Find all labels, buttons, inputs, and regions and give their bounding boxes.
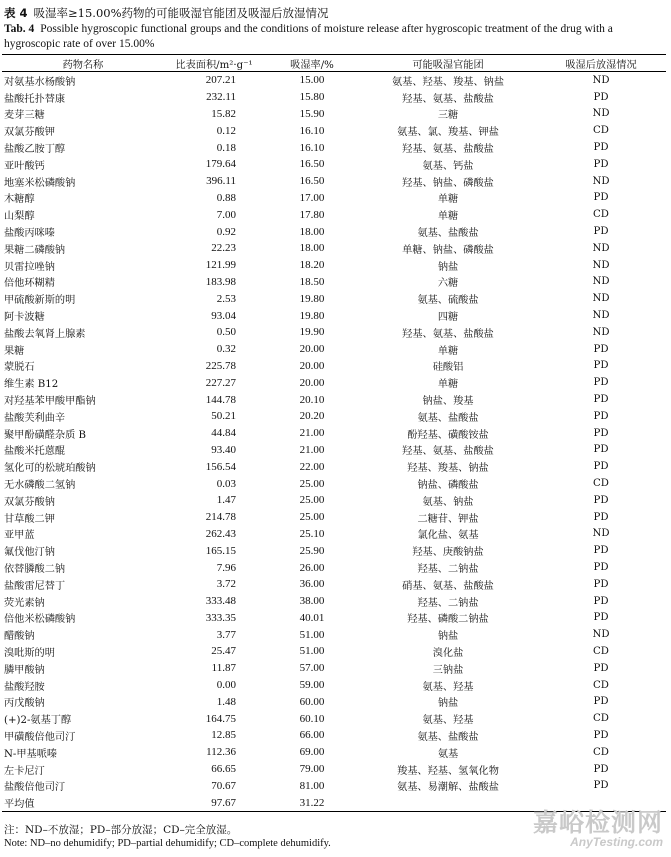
cell-surface-area: 227.27 [205,376,236,389]
cell-surface-area: 333.48 [205,595,236,608]
cell-surface-area: 50.21 [211,410,236,423]
cell-hygroscopic-rate: 69.00 [299,746,325,759]
cell-hygroscopic-rate: 26.00 [299,561,325,574]
cell-functional-groups: 氨基、钙盐 [422,160,474,172]
cell-dehumidify: ND [592,276,610,288]
cell-drug-name: 亚甲蓝 [4,530,35,542]
cell-functional-groups: 酚羟基、磺酸铵盐 [407,429,489,441]
cell-surface-area: 22.23 [211,242,236,255]
cell-drug-name: 维生素 B12 [4,379,59,391]
cell-dehumidify: ND [592,528,610,540]
cell-functional-groups: 六糖 [437,278,459,290]
cell-dehumidify: CD [593,746,609,758]
cell-surface-area: 0.03 [216,477,236,490]
table-row [2,777,666,794]
cell-surface-area: 0.88 [216,191,236,204]
cell-functional-groups: 氨基 [437,748,459,760]
cell-hygroscopic-rate: 15.00 [299,74,325,87]
cell-drug-name: 贝雷拉唑钠 [4,261,55,273]
cell-functional-groups [360,794,536,811]
cell-functional-groups: 钠盐 [437,261,459,273]
cell-functional-groups: 氨基、硫酸盐 [417,295,479,307]
cell-drug-name: 盐酸去氧肾上腺素 [4,328,86,340]
cell-functional-groups: 氨基、易潮解、盐酸盐 [397,782,499,794]
cell-functional-groups: 氨基、羟基 [422,681,474,693]
cell-hygroscopic-rate: 18.00 [299,242,325,255]
cell-hygroscopic-rate: 25.00 [299,511,325,524]
cell-surface-area: 207.21 [205,74,236,87]
table-row [2,223,666,240]
cell-hygroscopic-rate: 16.50 [299,175,325,188]
cell-hygroscopic-rate: 15.90 [299,107,325,120]
cell-functional-groups: 氨基、钠盐 [422,496,474,508]
cell-hygroscopic-rate: 17.00 [299,191,325,204]
cell-functional-groups: 单糖 [437,211,459,223]
cell-functional-groups: 单糖 [437,379,459,391]
cell-functional-groups: 氨基、羟基 [422,715,474,727]
cell-dehumidify: PD [593,226,609,238]
cell-dehumidify: CD [593,713,609,725]
cell-dehumidify: PD [593,91,609,103]
cell-functional-groups: 三糖 [437,110,459,122]
cell-drug-name: 平均值 [4,799,35,811]
table-row [2,442,666,459]
cell-dehumidify: PD [593,494,609,506]
cell-functional-groups: 硅酸铝 [432,362,464,374]
cell-surface-area: 225.78 [205,359,236,372]
cell-hygroscopic-rate: 20.00 [299,359,325,372]
cell-drug-name: 盐酸羟胺 [4,681,45,693]
cell-hygroscopic-rate: 25.00 [299,477,325,490]
cell-hygroscopic-rate: 51.00 [299,628,325,641]
caption-cn-text: 吸湿率≥15.00%药物的可能吸湿官能团及吸湿后放湿情况 [33,6,329,20]
cell-dehumidify: PD [593,662,609,674]
cell-dehumidify: PD [593,158,609,170]
cell-functional-groups: 羟基、氨基、盐酸盐 [402,328,494,340]
cell-dehumidify: PD [593,562,609,573]
cell-surface-area: 7.96 [216,561,236,574]
cell-functional-groups: 单糖、钠盐、磷酸盐 [402,244,494,256]
cell-drug-name: 氢化可的松琥珀酸钠 [4,463,96,475]
cell-dehumidify: PD [593,410,609,422]
header-functional-groups: 可能吸湿官能团 [412,59,484,71]
cell-functional-groups: 氨基、羟基、羧基、钠盐 [391,76,505,88]
cell-drug-name: 盐酸倍他司汀 [4,782,66,794]
cell-dehumidify: CD [593,125,609,137]
table-row [2,710,666,727]
cell-dehumidify: PD [593,696,609,708]
cell-functional-groups: 羟基、二钠盐 [417,564,479,575]
cell-surface-area: 232.11 [206,91,236,104]
table-row [2,408,666,425]
table-row [2,660,666,677]
table-row [2,492,666,509]
cell-surface-area: 44.84 [211,427,236,440]
cell-surface-area: 0.12 [216,124,236,137]
cell-dehumidify: PD [593,511,609,523]
cell-drug-name: 果糖二磷酸钠 [4,244,66,256]
cell-functional-groups: 羟基、羧基、钠盐 [407,463,489,475]
table-row [2,761,666,778]
cell-hygroscopic-rate: 18.50 [299,275,325,288]
cell-functional-groups: 羧基、羟基、氢氧化物 [397,765,499,777]
cell-functional-groups: 硝基、氨基、盐酸盐 [402,580,494,592]
cell-functional-groups: 氨基、氯、羧基、钾盐 [397,127,499,139]
cell-dehumidify: PD [593,461,609,473]
cell-surface-area: 262.43 [205,527,236,540]
cell-drug-name: 醋酸钠 [4,631,35,643]
table-row [2,643,666,660]
cell-drug-name: 无水磷酸二氢钠 [4,480,76,492]
cell-drug-name: 依替膦酸二钠 [4,564,66,575]
cell-surface-area: 93.04 [211,309,236,322]
cell-drug-name: 地塞米松磷酸钠 [4,177,76,189]
cell-hygroscopic-rate: 59.00 [299,679,325,692]
table-row [2,240,666,257]
cell-surface-area: 12.85 [211,729,236,742]
table-row [2,744,666,761]
cell-functional-groups: 钠盐、羧基 [422,396,474,408]
cell-dehumidify: PD [593,763,609,775]
cell-hygroscopic-rate: 16.50 [299,158,325,171]
table-row [2,206,666,223]
cell-dehumidify: PD [593,444,609,456]
cell-dehumidify: PD [593,343,609,355]
cell-drug-name: 甘草酸二钾 [4,513,55,525]
cell-dehumidify: ND [592,259,610,271]
cell-functional-groups: 钠盐 [437,698,459,710]
cell-drug-name: 甲硫酸新斯的明 [4,295,76,307]
cell-hygroscopic-rate: 38.00 [299,595,325,608]
cell-surface-area: 7.00 [216,208,236,221]
cell-dehumidify: CD [593,209,609,221]
table-row [2,593,666,610]
cell-drug-name: 双氯芬酸钾 [4,127,55,139]
cell-hygroscopic-rate: 19.80 [299,292,325,305]
cell-dehumidify: PD [593,595,609,607]
cell-dehumidify: PD [593,578,609,590]
cell-surface-area: 144.78 [205,393,236,406]
cell-surface-area: 1.47 [216,494,236,507]
cell-hygroscopic-rate: 19.90 [299,326,325,339]
table-row [2,526,666,543]
cell-drug-name: 盐酸托扑替康 [4,93,66,105]
header-drug-name: 药物名称 [62,59,104,71]
cell-drug-name: 倍他米松磷酸钠 [4,614,76,626]
cell-functional-groups: 羟基、氨基、盐酸盐 [402,144,494,156]
cell-drug-name: 木糖醇 [4,194,35,206]
table-row [2,341,666,358]
cell-drug-name: 溴吡斯的明 [4,647,55,659]
cell-dehumidify: PD [593,192,609,204]
caption-cn [4,5,329,21]
cell-dehumidify: PD [593,394,609,406]
cell-dehumidify: CD [593,645,609,657]
caption-en-text: Possible hygroscopic functional groups and the conditions of moisture release after hygroscopic treatment of the drug with a hygroscopic rate of over 15.00% [4,23,613,50]
cell-surface-area: 1.48 [216,695,236,708]
table-row [2,274,666,291]
watermark-cn: 嘉峪检测网 [532,808,663,837]
cell-surface-area: 179.64 [205,158,236,171]
cell-functional-groups: 单糖 [437,345,459,357]
cell-hygroscopic-rate: 25.00 [299,494,325,507]
cell-surface-area: 25.47 [211,645,236,658]
cell-dehumidify: CD [593,478,609,490]
cell-dehumidify: PD [593,427,609,439]
cell-functional-groups: 二糖苷、钾盐 [417,513,479,525]
cell-surface-area: 97.67 [211,796,236,809]
cell-surface-area: 112.36 [206,746,236,759]
table-header-row [2,55,666,72]
cell-surface-area: 183.98 [205,275,236,288]
table-row [2,122,666,139]
cell-drug-name: N-甲基哌嗪 [4,748,58,760]
cell-functional-groups: 羟基、氨基、盐酸盐 [402,93,494,105]
cell-functional-groups: 四糖 [437,312,459,324]
caption-en [4,22,666,51]
table-row [2,475,666,492]
cell-drug-name: 荧光素钠 [4,597,45,609]
cell-drug-name: 盐酸乙胺丁醇 [4,144,66,156]
note-en: Note: ND–no dehumidify; PD–partial dehumidify; CD–complete dehumidify. [4,838,331,849]
table-row [2,257,666,274]
cell-dehumidify: PD [593,780,609,792]
cell-drug-name: 蒙脱石 [4,362,35,374]
caption-en-label: Tab. 4 [4,23,35,35]
cell-surface-area: 66.65 [211,763,236,776]
cell-dehumidify: PD [593,142,609,154]
cell-dehumidify: PD [593,612,609,624]
cell-dehumidify: PD [593,360,609,372]
cell-hygroscopic-rate: 31.22 [299,796,325,809]
cell-surface-area: 164.75 [205,712,236,725]
cell-drug-name: 对羟基苯甲酸甲酯钠 [4,396,96,408]
cell-drug-name: 氟伐他汀钠 [4,547,55,559]
cell-drug-name: 盐酸雷尼替丁 [4,580,66,592]
cell-hygroscopic-rate: 20.20 [299,410,325,423]
header-surface-area: 比表面积/m²·g⁻¹ [175,59,253,71]
cell-surface-area: 2.53 [216,292,236,305]
cell-surface-area: 0.00 [216,679,236,692]
cell-dehumidify: PD [593,545,609,557]
cell-dehumidify: PD [593,729,609,741]
table-row [2,173,666,190]
cell-hygroscopic-rate: 22.00 [299,460,325,473]
cell-drug-name: 盐酸米托蒽醌 [4,446,66,458]
cell-dehumidify: ND [592,629,610,641]
cell-hygroscopic-rate: 81.00 [299,779,325,792]
table-row [2,576,666,593]
cell-dehumidify: CD [593,679,609,691]
table-body [2,72,666,812]
cell-hygroscopic-rate: 20.00 [299,343,325,356]
table-row [2,509,666,526]
cell-hygroscopic-rate: 66.00 [299,729,325,742]
table-row [2,307,666,324]
table-row [2,391,666,408]
table-row [2,693,666,710]
table-row [2,542,666,559]
cell-drug-name: 膦甲酸钠 [4,664,45,676]
cell-surface-area: 0.50 [216,326,236,339]
cell-surface-area: 156.54 [205,460,236,473]
cell-functional-groups: 氨基、盐酸盐 [417,228,479,240]
cell-surface-area: 214.78 [205,511,236,524]
cell-hygroscopic-rate: 36.00 [299,578,325,591]
caption-cn-label: 表 4 [4,6,28,20]
cell-functional-groups: 氯化盐、氨基 [417,530,479,542]
cell-functional-groups: 钠盐 [437,631,459,643]
table-row [2,72,666,89]
table-row [2,727,666,744]
cell-dehumidify: ND [592,293,610,305]
cell-surface-area: 333.35 [205,611,236,624]
watermark-en: AnyTesting.com [570,835,663,849]
table-row [2,626,666,643]
cell-hygroscopic-rate: 16.10 [299,124,325,137]
table-row [2,425,666,442]
cell-surface-area: 165.15 [205,544,236,557]
cell-functional-groups: 氨基、盐酸盐 [417,731,479,743]
cell-hygroscopic-rate: 18.20 [299,259,325,272]
cell-drug-name: 盐酸芙利曲辛 [4,412,66,424]
cell-hygroscopic-rate: 21.00 [299,427,325,440]
cell-drug-name: 对氨基水杨酸钠 [4,76,76,88]
cell-hygroscopic-rate: 51.00 [299,645,325,658]
cell-hygroscopic-rate: 60.00 [299,695,325,708]
header-hygroscopic-rate: 吸湿率/% [290,59,334,71]
cell-drug-name: 双氯芬酸钠 [4,496,55,508]
cell-surface-area: 396.11 [206,175,236,188]
cell-surface-area: 70.67 [211,779,236,792]
table-row [2,89,666,106]
note-cn: 注：ND–不放湿；PD–部分放湿；CD–完全放湿。 [4,824,238,836]
cell-hygroscopic-rate: 20.10 [299,393,325,406]
cell-drug-name: 阿卡波糖 [4,312,45,324]
cell-surface-area: 15.82 [211,107,236,120]
cell-drug-name: 盐酸丙咪嗪 [4,228,55,240]
table-row [2,677,666,694]
cell-hygroscopic-rate: 18.00 [299,225,325,238]
cell-drug-name: 麦芽三糖 [4,110,45,122]
cell-hygroscopic-rate: 21.00 [299,443,325,456]
table-row [2,190,666,207]
cell-drug-name: 左卡尼汀 [4,765,45,777]
cell-hygroscopic-rate: 40.01 [299,611,325,624]
cell-drug-name: 山梨醇 [4,211,35,223]
cell-hygroscopic-rate: 57.00 [299,662,325,675]
cell-dehumidify: PD [593,377,609,389]
cell-hygroscopic-rate: 25.10 [299,527,325,540]
data-table [2,54,666,812]
cell-hygroscopic-rate: 19.80 [299,309,325,322]
cell-functional-groups: 羟基、二钠盐 [417,597,479,609]
cell-drug-name: 果糖 [4,345,25,357]
cell-hygroscopic-rate: 17.80 [299,208,325,221]
cell-surface-area: 3.77 [216,628,236,641]
cell-dehumidify: ND [592,175,610,187]
cell-hygroscopic-rate: 15.80 [299,91,325,104]
table-row [2,358,666,375]
cell-functional-groups: 羟基、钠盐、磷酸盐 [402,177,494,189]
cell-hygroscopic-rate: 20.00 [299,376,325,389]
cell-hygroscopic-rate: 25.90 [299,544,325,557]
cell-functional-groups: 氨基、盐酸盐 [417,412,479,424]
cell-drug-name: 丙戊酸钠 [4,698,45,710]
cell-surface-area: 11.87 [211,662,236,675]
cell-drug-name: 亚叶酸钙 [4,160,45,172]
cell-surface-area: 0.32 [216,343,236,356]
table-row [2,374,666,391]
cell-functional-groups: 溴化盐 [432,647,464,659]
cell-functional-groups: 单糖 [437,194,459,206]
cell-surface-area: 3.72 [216,578,236,591]
cell-dehumidify: ND [592,74,610,86]
cell-dehumidify: ND [592,310,610,322]
cell-functional-groups: 羟基、磷酸二钠盐 [407,614,489,626]
cell-drug-name: (+)2-氨基丁醇 [4,715,72,727]
cell-functional-groups: 羟基、氨基、盐酸盐 [402,446,494,458]
cell-hygroscopic-rate: 79.00 [299,763,325,776]
cell-surface-area: 93.40 [211,443,236,456]
table-row [2,139,666,156]
table-row [2,610,666,627]
cell-dehumidify: ND [592,108,610,120]
cell-surface-area: 121.99 [205,259,236,272]
table-row [2,106,666,123]
cell-dehumidify: ND [592,326,610,338]
cell-drug-name: 倍他环糊精 [4,278,55,290]
cell-hygroscopic-rate: 60.10 [299,712,325,725]
cell-functional-groups: 羟基、庚酸钠盐 [412,547,484,559]
cell-hygroscopic-rate: 16.10 [299,141,325,154]
cell-surface-area: 0.18 [216,141,236,154]
header-dehumidify: 吸湿后放湿情况 [565,59,637,71]
cell-drug-name: 甲磺酸倍他司汀 [4,731,76,743]
table-row [2,156,666,173]
cell-dehumidify: ND [592,242,610,254]
cell-functional-groups: 钠盐、磷酸盐 [417,480,479,492]
watermark-logo [533,803,663,849]
cell-drug-name: 聚甲酚磺醛杂质 B [4,429,87,441]
table-row [2,324,666,341]
table-row [2,559,666,576]
table-row [2,290,666,307]
table-row [2,458,666,475]
cell-functional-groups: 三钠盐 [432,664,464,676]
cell-surface-area: 0.92 [216,225,236,238]
